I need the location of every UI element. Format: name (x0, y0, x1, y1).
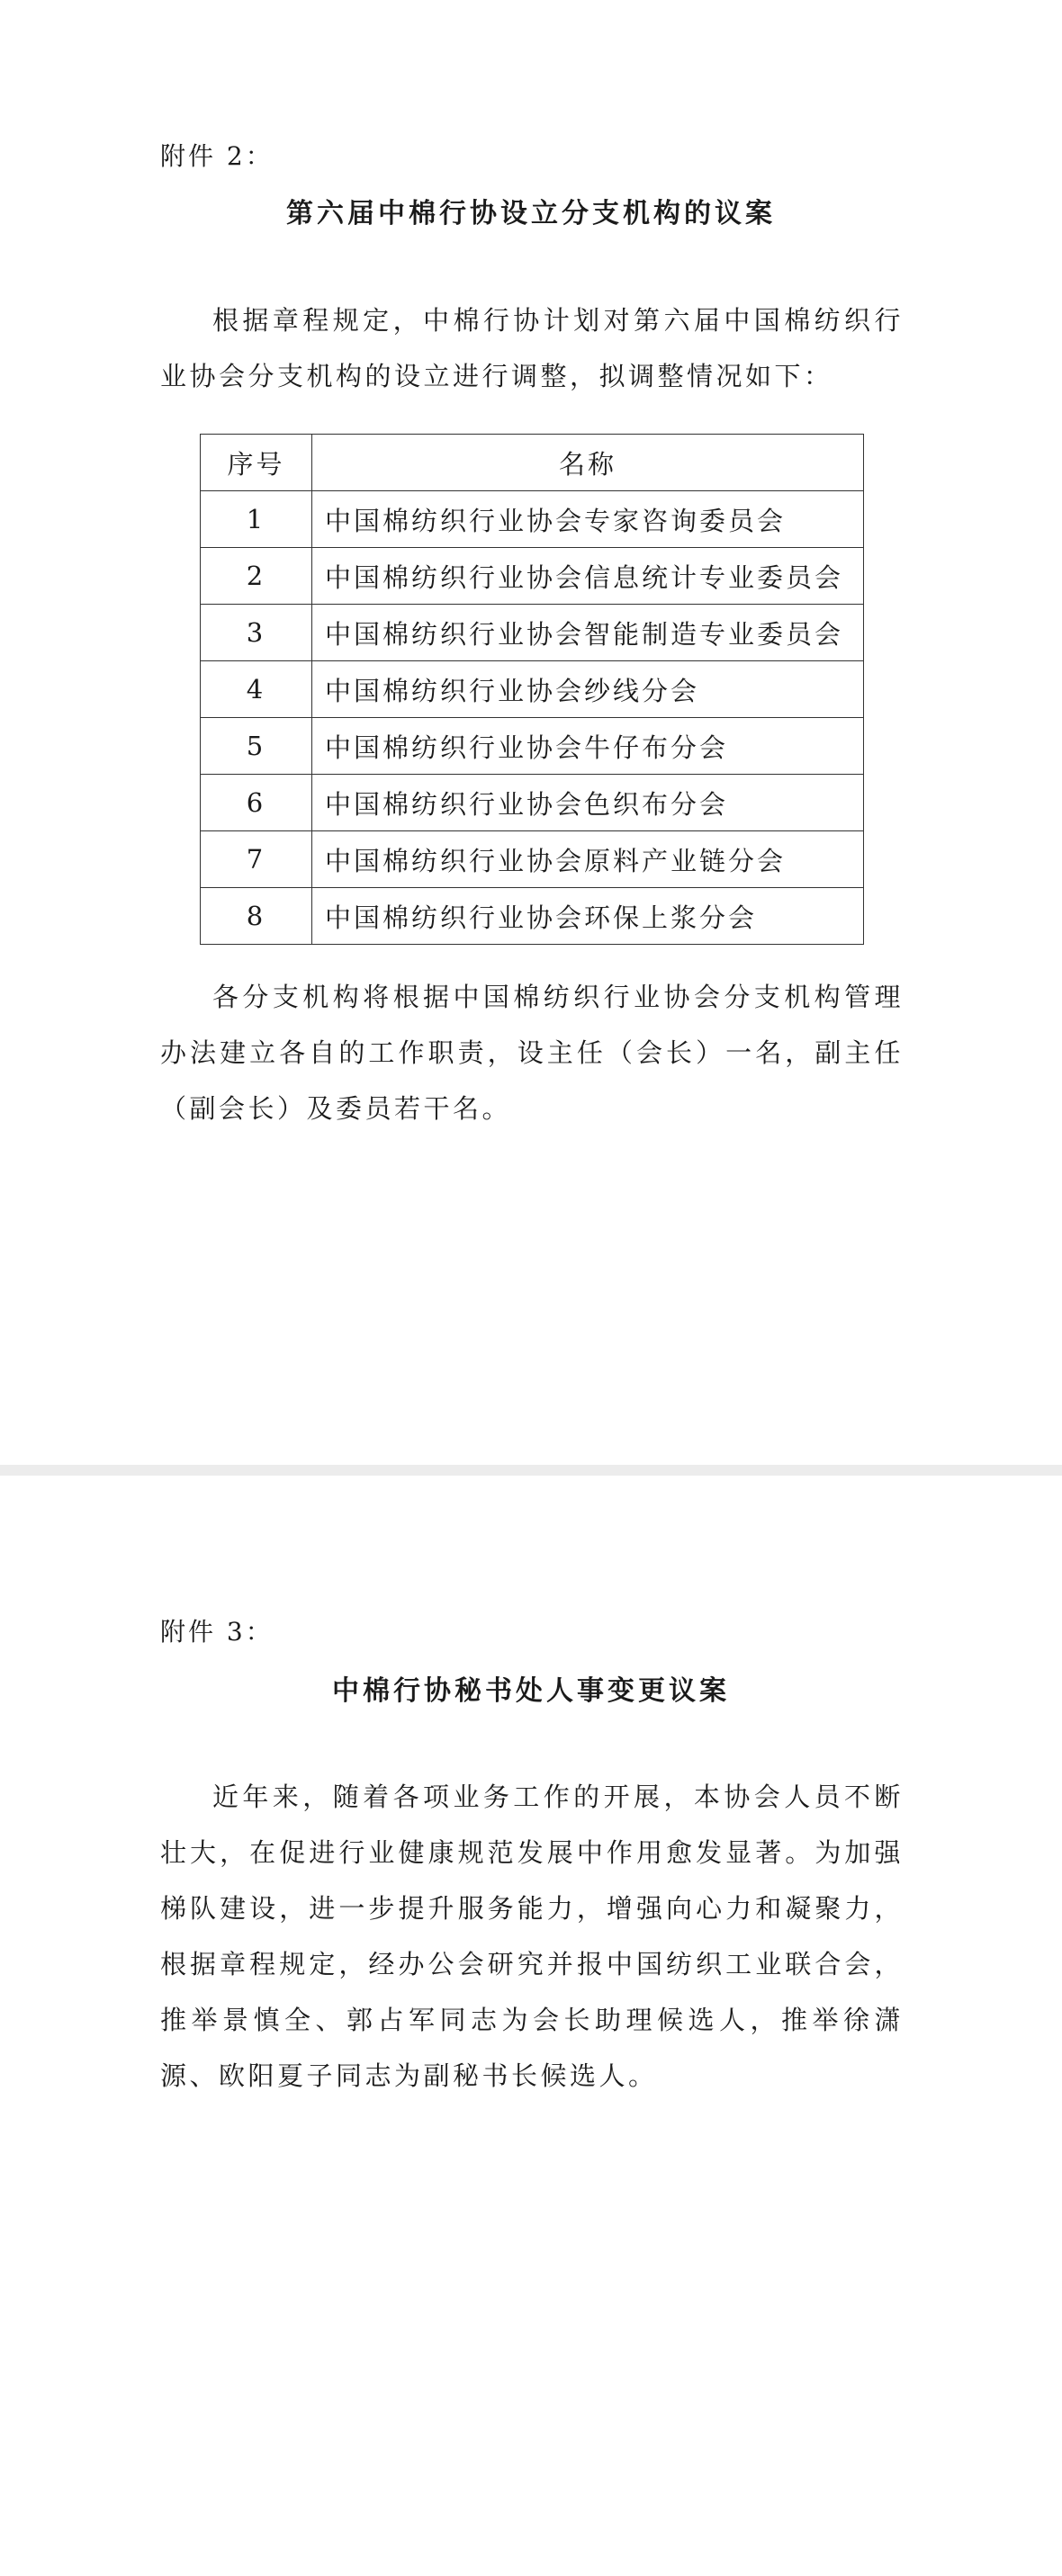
table-row (201, 888, 864, 945)
branch-institutions-table (200, 434, 864, 945)
attachment-3-title: 中棉行协秘书处人事变更议案 (332, 1675, 730, 1707)
table-header-row (201, 435, 864, 491)
row-number-cell: 2 (201, 548, 312, 605)
table-header-number: 序号 (201, 435, 312, 491)
institution-name-cell: 中国棉纺织行业协会智能制造专业委员会 (312, 605, 864, 661)
attachment-2-intro-paragraph: 根据章程规定，中棉行协计划对第六届中国棉纺织行业协会分支机构的设立进行调整，拟调整情况如下： (160, 305, 904, 391)
row-number-cell: 5 (201, 718, 312, 775)
row-number-cell: 1 (201, 491, 312, 548)
institution-name-cell: 中国棉纺织行业协会色织布分会 (312, 775, 864, 831)
attachment-3-body-paragraph: 近年来，随着各项业务工作的开展，本协会人员不断壮大，在促进行业健康规范发展中作用愈发显著。为加强梯队建设，进一步提升服务能力，增强向心力和凝聚力，根据章程规定，经办公会研究并报中国纺织工业联合会，推举景慎全、郭占军同志为会长助理候选人，推举徐潇源、欧阳夏子同志为副秘书长候选人。 (160, 1782, 904, 2091)
row-number-cell: 7 (201, 831, 312, 888)
attachment-3-label: 附件 3： (160, 1617, 274, 1647)
attachment-2-label: 附件 2： (160, 141, 274, 171)
institution-name-cell: 中国棉纺织行业协会环保上浆分会 (312, 888, 864, 945)
table-row (201, 548, 864, 605)
table-header-name: 名称 (312, 435, 864, 491)
institution-name-cell: 中国棉纺织行业协会纱线分会 (312, 661, 864, 718)
document-page-2 (0, 1476, 1062, 2576)
institution-name-cell: 中国棉纺织行业协会专家咨询委员会 (312, 491, 864, 548)
table-row (201, 661, 864, 718)
institution-name-cell: 中国棉纺织行业协会牛仔布分会 (312, 718, 864, 775)
table-row (201, 775, 864, 831)
page-separator (0, 1465, 1062, 1476)
attachment-2-title: 第六届中棉行协设立分支机构的议案 (286, 198, 776, 229)
table-row (201, 605, 864, 661)
table-row (201, 718, 864, 775)
row-number-cell: 8 (201, 888, 312, 945)
table-row (201, 831, 864, 888)
row-number-cell: 4 (201, 661, 312, 718)
attachment-2-closing-paragraph: 各分支机构将根据中国棉纺织行业协会分支机构管理办法建立各自的工作职责，设主任（会长）一名，副主任（副会长）及委员若干名。 (160, 982, 904, 1124)
table-row (201, 491, 864, 548)
row-number-cell: 6 (201, 775, 312, 831)
institution-name-cell: 中国棉纺织行业协会原料产业链分会 (312, 831, 864, 888)
row-number-cell: 3 (201, 605, 312, 661)
institution-name-cell: 中国棉纺织行业协会信息统计专业委员会 (312, 548, 864, 605)
